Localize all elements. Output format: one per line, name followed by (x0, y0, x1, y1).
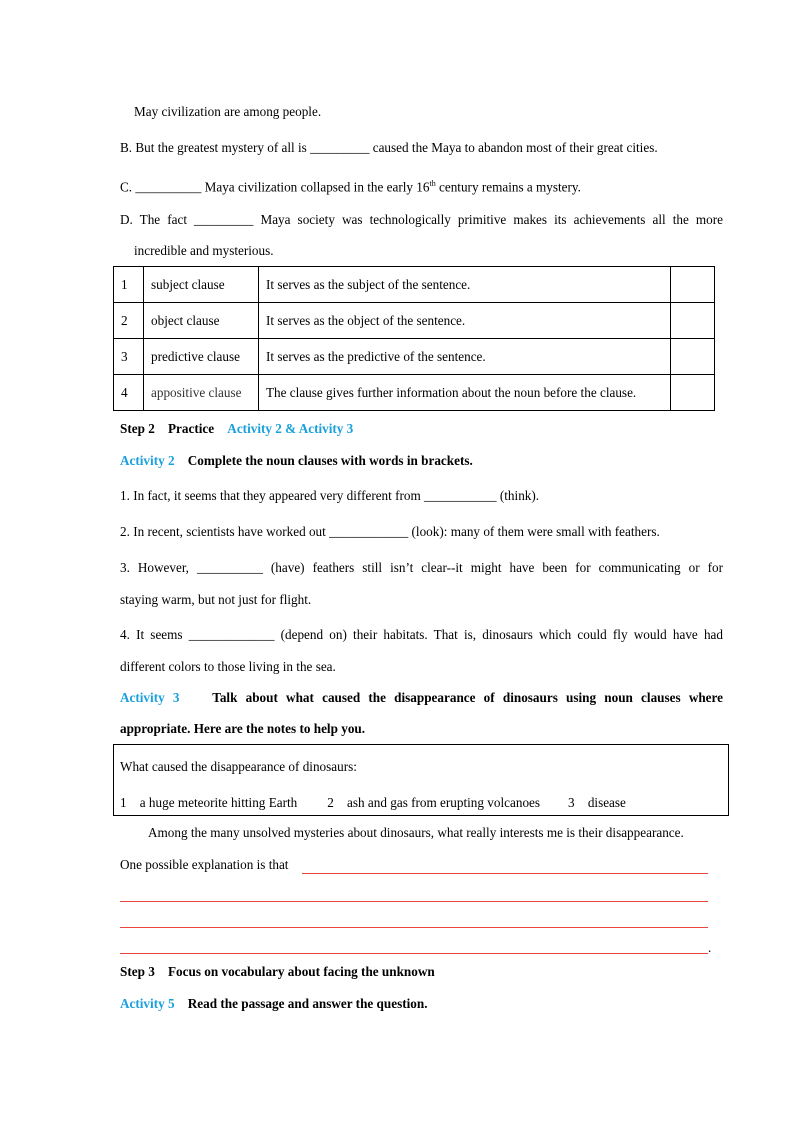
activity5-label: Activity 5 (120, 996, 175, 1011)
note-text: disease (587, 795, 626, 810)
sentence-c (120, 176, 581, 195)
table-row (114, 375, 715, 411)
activity3-paragraph-line1: Among the many unsolved mysteries about dinosaurs, what really interests me is their disappearance. (148, 825, 684, 840)
answer-line[interactable] (302, 873, 708, 874)
step3-heading: Step 3 Focus on vocabulary about facing the unknown (120, 964, 435, 979)
note-number: 1 (120, 795, 127, 810)
activity3-heading (120, 690, 723, 706)
sentence-c-post: century remains a mystery. (435, 179, 581, 195)
clause-type: subject clause (144, 267, 259, 303)
answer-cell[interactable] (671, 339, 715, 375)
activity2-q1: 1. In fact, it seems that they appeared very different from ___________ (think). (120, 488, 540, 503)
activity5-instruction: Read the passage and answer the question. (187, 996, 428, 1011)
clause-function: It serves as the predictive of the sentence. (259, 339, 671, 375)
table-row (114, 339, 715, 375)
clause-type: object clause (144, 303, 259, 339)
note-text: a huge meteorite hitting Earth (139, 795, 298, 810)
row-number: 1 (114, 267, 144, 303)
answer-line[interactable] (120, 953, 708, 954)
notes-list (120, 795, 626, 811)
activity2-q3-line2: staying warm, but not just for flight. (120, 592, 312, 607)
clause-function: It serves as the object of the sentence. (259, 303, 671, 339)
notes-box (113, 744, 729, 816)
table-row (114, 303, 715, 339)
answer-line[interactable] (120, 901, 708, 902)
row-number: 2 (114, 303, 144, 339)
sentence-c-sup: th (429, 179, 436, 188)
row-number: 4 (114, 375, 144, 411)
answer-cell[interactable] (671, 267, 715, 303)
activity2-q4-line1: 4. It seems _____________ (depend on) their habitats. That is, dinosaurs which could fly would have had (120, 627, 723, 642)
activity2-q4-line2: different colors to those living in the sea. (120, 659, 336, 674)
sentence-d-line1: D. The fact _________ Maya society was technologically primitive makes its achievements all the more (120, 212, 723, 227)
note-text: ash and gas from erupting volcanoes (347, 795, 541, 810)
step2-activities: Activity 2 & Activity 3 (227, 421, 354, 436)
activity3-label: Activity 3 (120, 690, 180, 705)
sentence-c-pre: C. __________ Maya civilization collapsed in the early 16 (120, 179, 430, 195)
row-number: 3 (114, 339, 144, 375)
activity2-heading (120, 453, 473, 469)
activity3-instruction-line2: appropriate. Here are the notes to help you. (120, 721, 366, 736)
activity2-q2: 2. In recent, scientists have worked out ____________ (look): many of them were small with feathers. (120, 524, 660, 539)
clause-type: predictive clause (144, 339, 259, 375)
note-number: 3 (568, 795, 575, 810)
activity2-instruction: Complete the noun clauses with words in brackets. (187, 453, 473, 468)
note-number: 2 (327, 795, 334, 810)
step2-heading (120, 421, 353, 437)
clause-function: It serves as the subject of the sentence. (259, 267, 671, 303)
activity2-label: Activity 2 (120, 453, 175, 468)
clause-function: The clause gives further information about the noun before the clause. (259, 375, 671, 411)
answer-cell[interactable] (671, 375, 715, 411)
clause-table (113, 266, 715, 411)
notes-title: What caused the disappearance of dinosaurs: (120, 759, 357, 774)
answer-line[interactable] (120, 927, 708, 928)
answer-cell[interactable] (671, 303, 715, 339)
table-row (114, 267, 715, 303)
sentence-d-line2: incredible and mysterious. (134, 243, 274, 258)
activity2-q3-line1: 3. However, __________ (have) feathers still isn’t clear--it might have been for communicating or for (120, 560, 723, 575)
answer-end-period: . (708, 940, 712, 955)
clause-type: appositive clause (144, 375, 259, 411)
activity5-heading (120, 996, 428, 1012)
activity3-instruction-line1: Talk about what caused the disappearance of dinosaurs using noun clauses where (212, 690, 723, 705)
sentence-b: B. But the greatest mystery of all is _________ caused the Maya to abandon most of their great cities. (120, 140, 658, 155)
sentence-a-continuation: May civilization are among people. (134, 104, 322, 119)
activity3-paragraph-start: One possible explanation is that (120, 857, 289, 872)
step2-label: Step 2 Practice (120, 421, 215, 436)
